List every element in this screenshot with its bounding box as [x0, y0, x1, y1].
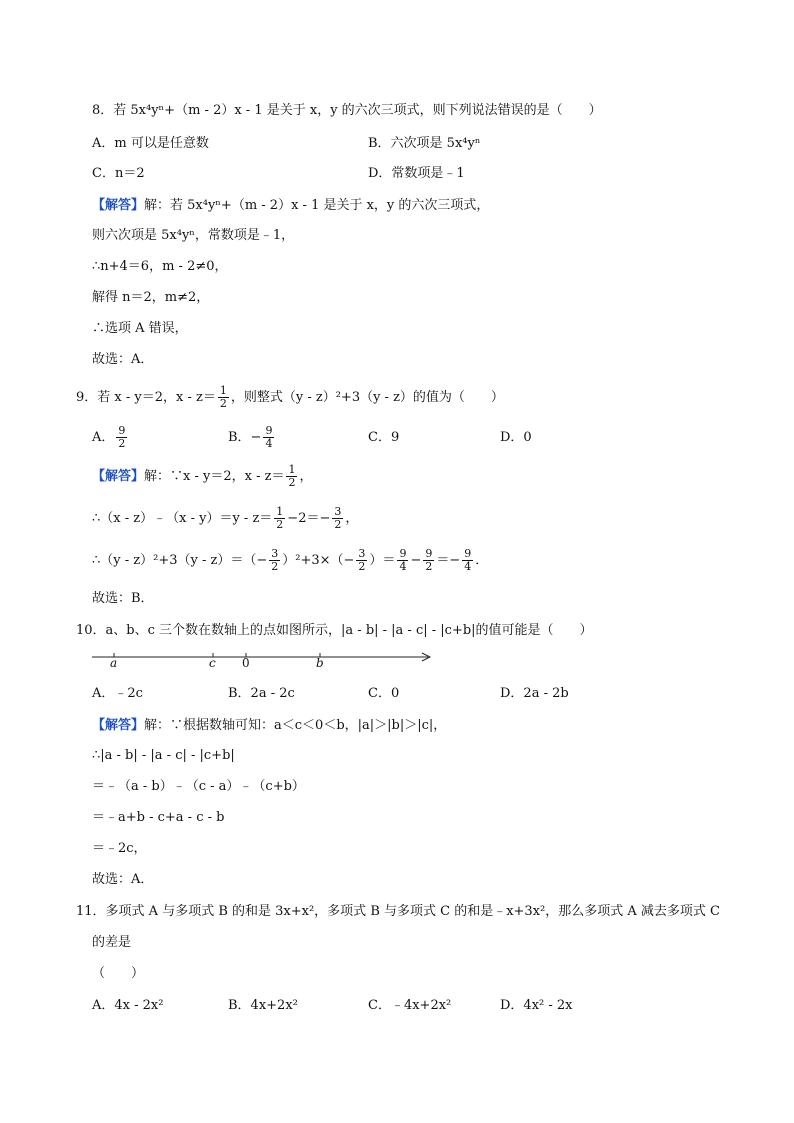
q8-option-b: B．六次项是 5x⁴yⁿ [368, 136, 481, 151]
q10-option-d: D．2a - 2b [500, 686, 569, 701]
q9-choice: 故选：B． [92, 591, 154, 606]
q10-option-a: A．﹣2c [92, 686, 143, 701]
q10-solution-line-5: ＝﹣2c， [92, 841, 147, 856]
q9-option-b: B．− $\frac{9}{4}$ [228, 424, 273, 450]
q10-stem: 10．a、b、c 三个数在数轴上的点如图所示，|a - b| - |a - c| - |c+b|的值可能是（ ） [76, 623, 593, 638]
q9-solution-line-1: 【解答】解：∵x - y＝2，x - z＝ $\frac{1}{2}$ ， [92, 463, 313, 489]
answer-tag: 【解答】 [92, 469, 145, 484]
q10-solution-line-2: ∴|a - b| - |a - c| - |c+b| [92, 748, 235, 763]
q8-option-d: D．常数项是﹣1 [368, 166, 465, 181]
number-line [92, 646, 432, 674]
q10-solution-line-4: ＝﹣a+b - c+a - c - b [92, 810, 225, 825]
q10-option-b: B．2a - 2c [228, 686, 295, 701]
q11-option-b: B．4x+2x² [228, 998, 298, 1013]
fraction: $\frac{1}{2}$ [219, 384, 227, 410]
q10-option-c: C．0 [368, 686, 400, 701]
q8-solution-line-4: 解得 n＝2，m≠2， [92, 290, 210, 305]
q9-stem: 9．若 x - y＝2，x - z＝ $\frac{1}{2}$ ，则整式（y - z）²+3（y - z）的值为（ ） [76, 384, 504, 410]
q10-solution-line-1: 【解答】解：∵根据数轴可知：a＜c＜0＜b，|a|＞|b|＞|c|， [92, 718, 447, 733]
q11-stem-line-2: 的差是 [92, 935, 132, 950]
q8-solution-line-6: 故选：A． [92, 352, 154, 367]
label-b: b [316, 656, 324, 670]
q8-stem: 8．若 5x⁴yⁿ+（m - 2）x - 1 是关于 x，y 的六次三项式，则下列说法错误的是（ ） [92, 103, 602, 118]
q11-option-a: A．4x - 2x² [92, 998, 164, 1013]
q8-option-c: C．n＝2 [92, 166, 145, 181]
q9-solution-line-3: ∴（y - z）²+3（y - z）＝（− $\frac{3}{2}$ ）²+3×（− $\frac{3}{2}$ ）＝ $\frac{9}{4}$ − $\frac{9}{2}$ ＝− $\frac{9}{4}$ ． [92, 547, 489, 573]
q11-option-c: C．﹣4x+2x² [368, 998, 452, 1013]
q9-option-a: A． $\frac{9}{2}$ [92, 424, 126, 450]
q9-option-c: C．9 [368, 430, 400, 445]
q9-option-d: D．0 [500, 430, 532, 445]
q9-solution-line-2: ∴（x - z）﹣（x - y）＝y - z＝ $\frac{1}{2}$ −2＝− $\frac{3}{2}$ ， [92, 505, 359, 531]
label-c: c [209, 656, 216, 670]
answer-tag: 【解答】 [92, 198, 145, 213]
label-a: a [110, 656, 118, 670]
q10-solution-line-6: 故选：A． [92, 872, 154, 887]
q11-option-d: D．4x² - 2x [500, 998, 573, 1013]
label-zero: 0 [242, 656, 250, 670]
answer-tag: 【解答】 [92, 718, 145, 733]
q10-solution-line-3: ＝﹣（a - b）﹣（c - a）﹣（c+b） [92, 779, 305, 794]
q11-blank: （ ） [92, 966, 145, 981]
q8-solution-line-3: ∴n+4＝6，m - 2≠0， [92, 259, 228, 274]
q8-solution-line-5: ∴选项 A 错误， [92, 321, 188, 336]
q11-stem-line-1: 11．多项式 A 与多项式 B 的和是 3x+x²，多项式 B 与多项式 C 的和是﹣x+3x²，那么多项式 A 减去多项式 C [76, 904, 720, 919]
q8-solution-line-1: 【解答】解：若 5x⁴yⁿ+（m - 2）x - 1 是关于 x，y 的六次三项式， [92, 198, 490, 213]
q8-solution-line-2: 则六次项是 5x⁴yⁿ，常数项是﹣1， [92, 228, 295, 243]
number-line-axis [92, 646, 432, 674]
q8-option-a: A．m 可以是任意数 [92, 136, 209, 151]
